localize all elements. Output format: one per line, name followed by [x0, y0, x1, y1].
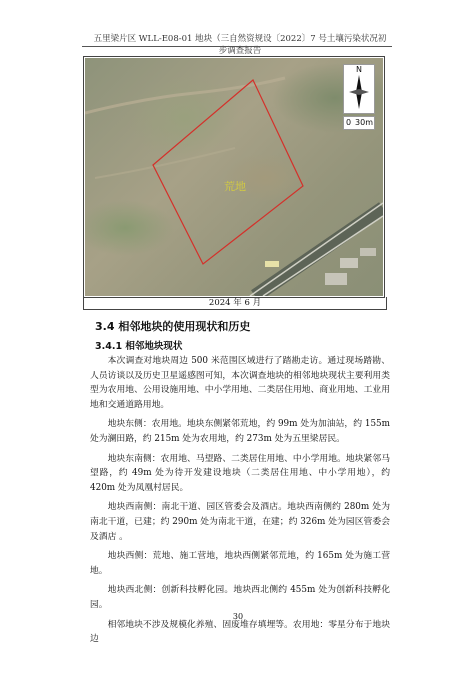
paragraph: 地块东南侧：农用地、马望路、二类居住用地、中小学用地。地块紧邻马望路，约 49m 处为待开发建设地块（二类居住用地、中小学用地），约 420m 处为凤凰村居民。	[90, 453, 390, 493]
subsection-heading: 3.4.1 相邻地块现状	[95, 341, 183, 352]
section-heading: 3.4 相邻地块的使用现状和历史	[95, 320, 251, 333]
compass-icon	[349, 75, 369, 109]
header-divider	[82, 46, 392, 47]
satellite-figure	[83, 56, 385, 298]
north-arrow	[343, 64, 375, 114]
scale-zero: 0	[346, 118, 352, 127]
satellite-image	[85, 58, 383, 296]
scale-bar	[343, 116, 375, 130]
scale-distance: 30m	[355, 118, 373, 127]
north-label: N	[356, 65, 362, 74]
paragraph: 地块西北侧：创新科技孵化园。地块西北侧约 455m 处为创新科技孵化园。	[90, 585, 390, 610]
satellite-overlay	[85, 58, 383, 296]
paragraph: 地块西侧：荒地、施工营地，地块西侧紧邻荒地，约 165m 处为施工营地。	[90, 551, 390, 576]
page-header: 五里梁片区 WLL-E08-01 地块（三自然资规设〔2022〕7 号土壤污染状况初步调查报告	[93, 34, 387, 56]
paragraph: 本次调查对地块周边 500 米范围区域进行了踏勘走访。通过现场踏勘、人员访谈以及历史卫星遥感图可知，本次调查地块的相邻地块现状主要利用类型为农用地、公用设施用地、中小学用地、二类居住用地、商业用地、工业用地和交通道路用地。	[90, 356, 390, 410]
figure-caption: 2024 年 6 月	[83, 297, 387, 310]
body-text	[90, 354, 390, 652]
parcel-label: 荒地	[224, 180, 246, 193]
paragraph: 地块东侧：农用地。地块东侧紧邻荒地，约 99m 处为加油站，约 155m 处为澜田路，约 215m 处为农用地，约 273m 处为五里梁居民。	[90, 419, 390, 444]
page-number: 30	[232, 612, 244, 621]
paragraph: 地块西南侧：南北干道、园区管委会及酒店。地块西南侧约 280m 处为南北干道，已建；约 290m 处为南北干道，在建；约 326m 处为园区管委会及酒店 。	[90, 502, 390, 542]
paragraph: 相邻地块不涉及规模化养殖、固废堆存填埋等。农用地：零星分布于地块边	[90, 619, 390, 645]
